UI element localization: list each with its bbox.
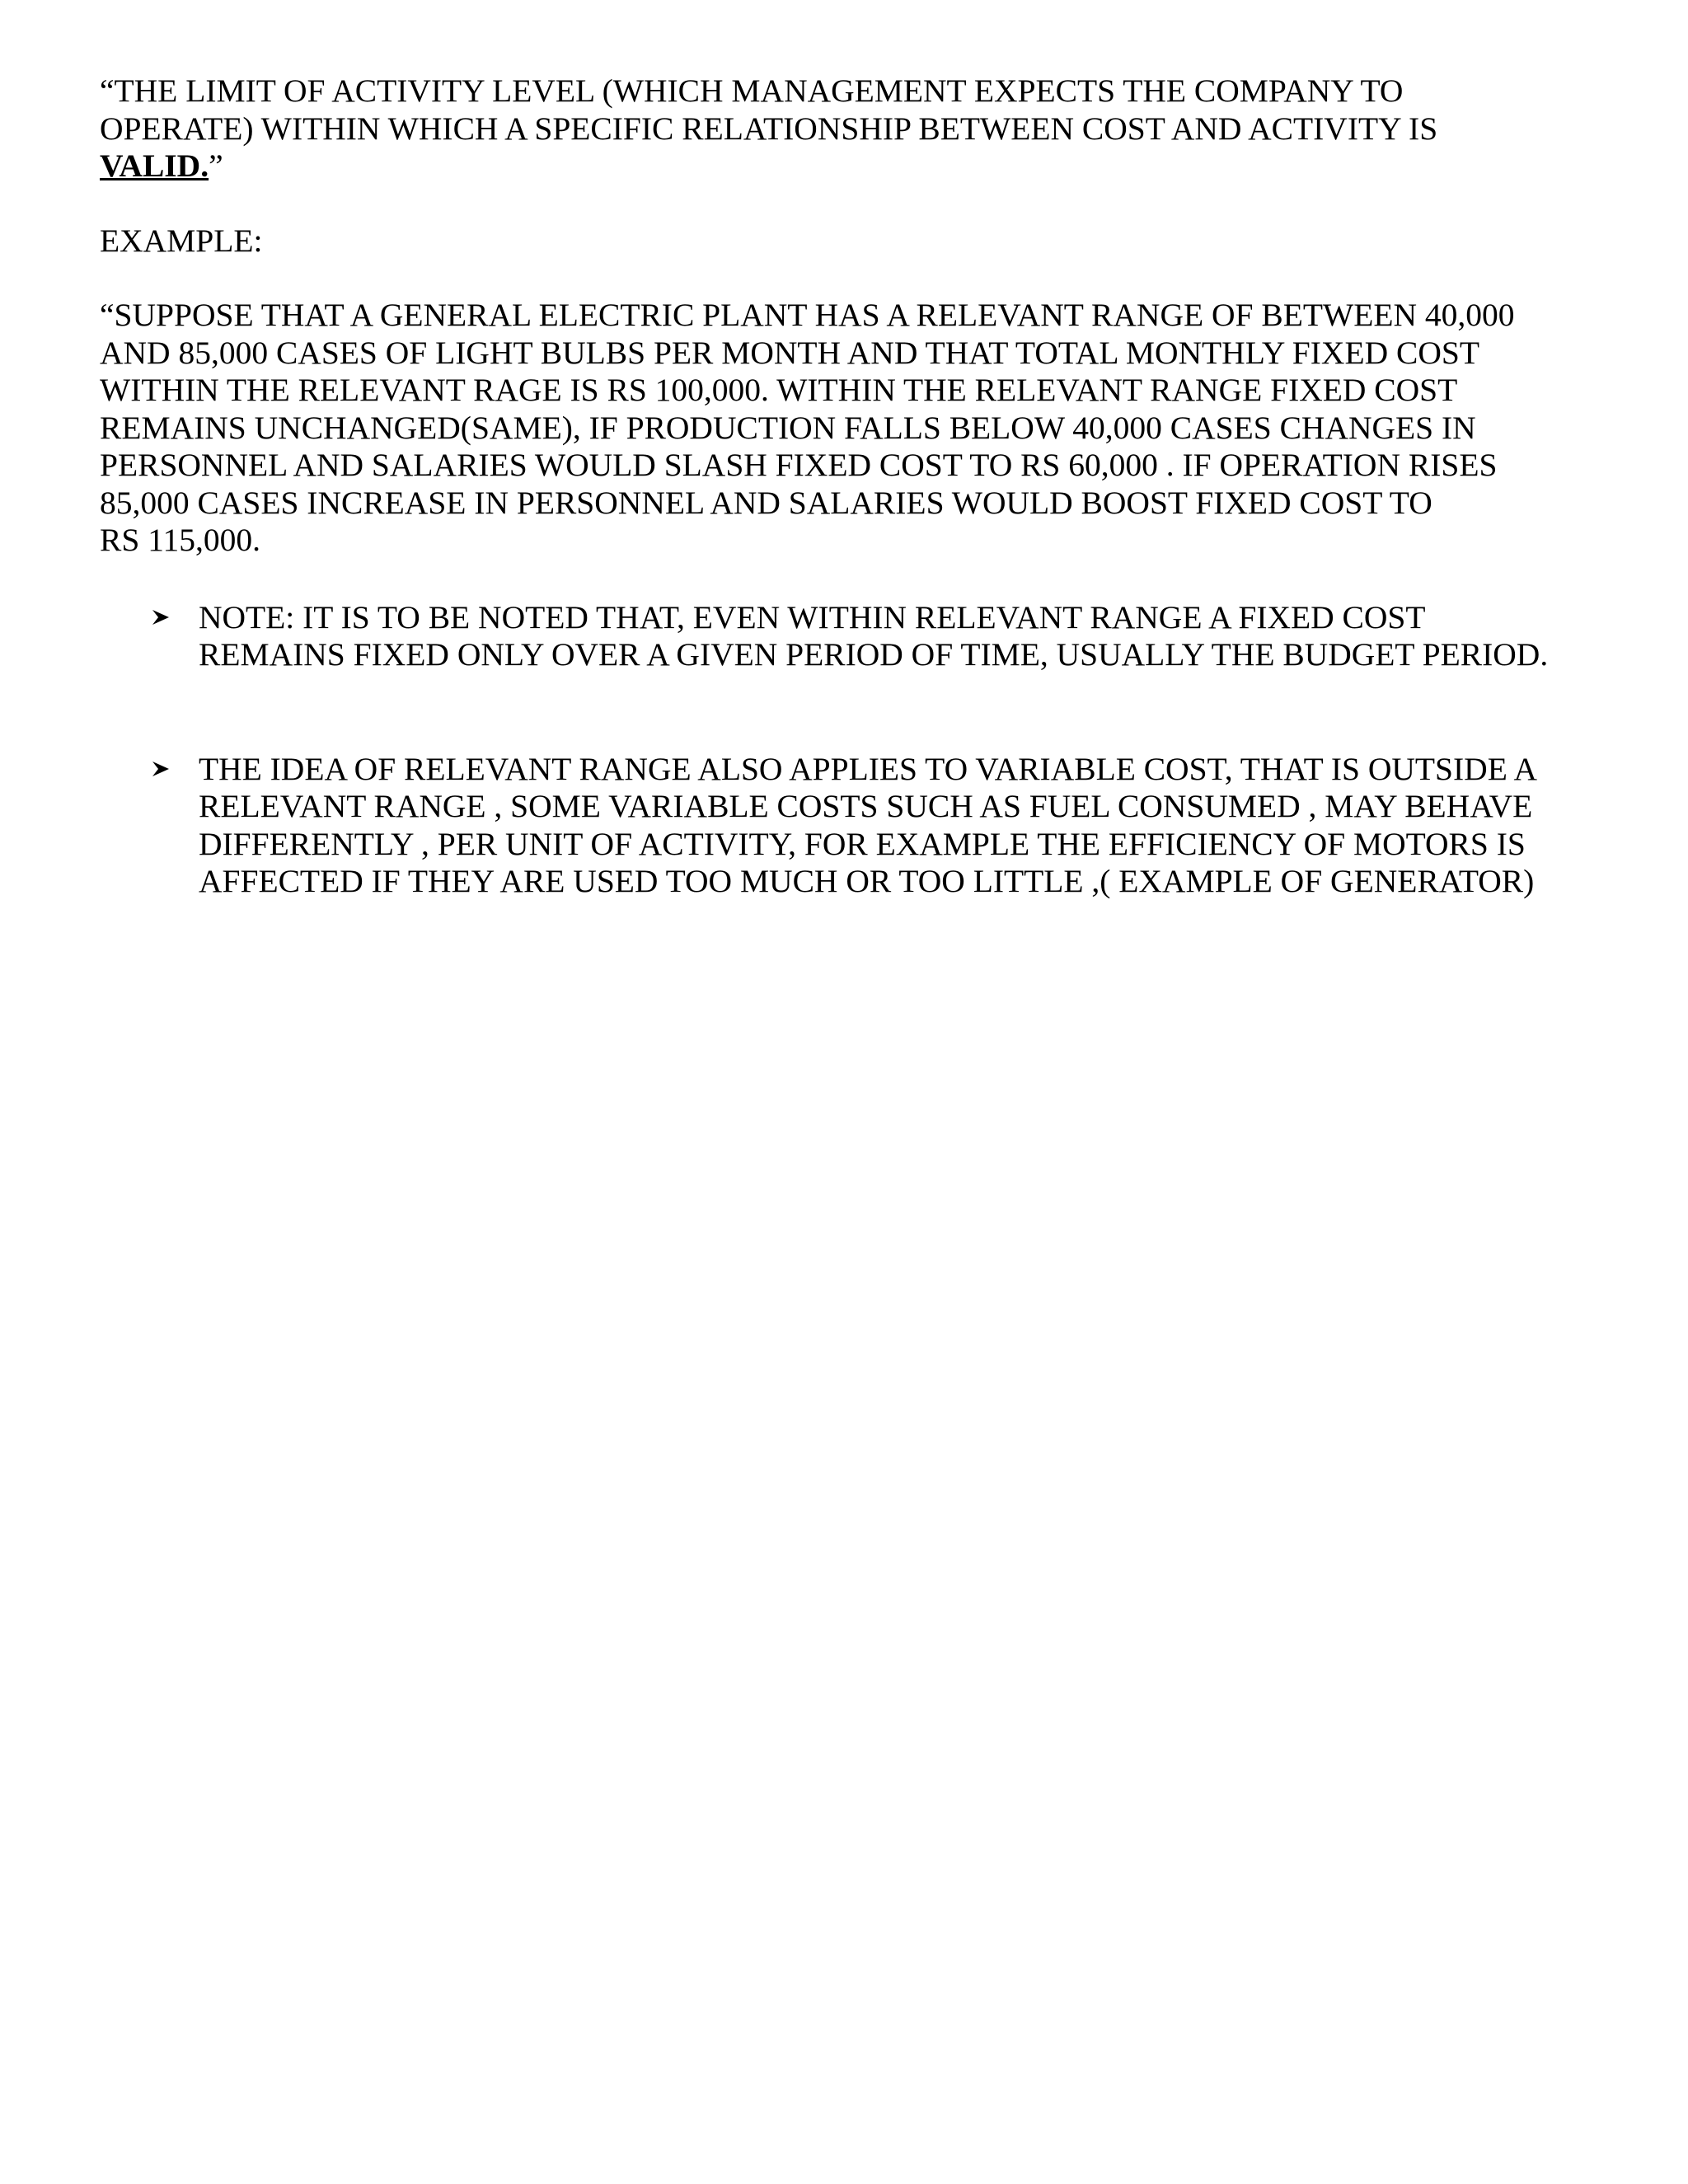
list-item-text: NOTE: IT IS TO BE NOTED THAT, EVEN WITHIN RELEVANT RANGE A FIXED COST REMAINS FIXED ONLY OVER A GIVEN PERIOD OF TIME, USUALLY THE BUDGET PERIOD. [199, 598, 1549, 673]
example-paragraph: “SUPPOSE THAT A GENERAL ELECTRIC PLANT HAS A RELEVANT RANGE OF BETWEEN 40,000 AND 85,000 CASES OF LIGHT BULBS PER MONTH AND THAT TOTAL MONTHLY FIXED COST WITHIN THE RELEVANT RAGE IS RS 100,000. WITHIN THE RELEVANT RANGE FIXED COST REMAINS UNCHANGED(SAME), IF PRODUCTION FALLS BELOW 40,000 CASES CHANGES IN PERSONNEL AND SALARIES WOULD SLASH FIXED COST TO RS 60,000 . IF OPERATION RISES 85,000 CASES INCREASE IN PERSONNEL AND SALARIES WOULD BOOST FIXED COST TO RS 115,000. [100, 297, 1515, 558]
definition-paragraph [100, 73, 1608, 185]
arrowhead-bullet-icon [151, 751, 176, 788]
list-item [100, 751, 1608, 901]
definition-text: “THE LIMIT OF ACTIVITY LEVEL (WHICH MANAGEMENT EXPECTS THE COMPANY TO OPERATE) WITHIN WHICH A SPECIFIC RELATIONSHIP BETWEEN COST AND ACTIVITY IS [100, 73, 1438, 147]
list-item-text: THE IDEA OF RELEVANT RANGE ALSO APPLIES TO VARIABLE COST, THAT IS OUTSIDE A RELEVANT RANGE , SOME VARIABLE COSTS SUCH AS FUEL CONSUMED , MAY BEHAVE DIFFERENTLY , PER UNIT OF ACTIVITY, FOR EXAMPLE THE EFFICIENCY OF MOTORS IS AFFECTED IF THEY ARE USED TOO MUCH OR TOO LITTLE ,( EXAMPLE OF GENERATOR) [199, 750, 1538, 899]
arrowhead-bullet-icon [151, 599, 176, 636]
list-item [100, 599, 1608, 674]
notes-list [100, 599, 1608, 901]
definition-emphasis: VALID. [100, 148, 209, 184]
definition-closing-quote: ” [209, 148, 223, 184]
example-label: EXAMPLE: [100, 222, 263, 259]
document-page [100, 73, 1608, 901]
